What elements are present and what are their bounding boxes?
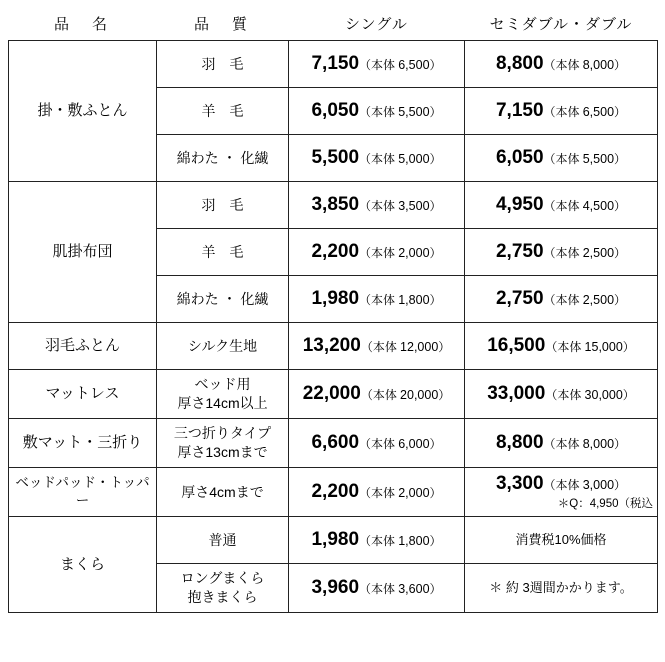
price-value: 2,200 xyxy=(311,241,360,263)
body-prefix: （本体 xyxy=(359,105,396,120)
body-prefix: （本体 xyxy=(543,246,580,261)
body-prefix: （本体 xyxy=(360,388,397,403)
quality-name: 綿わた ・ 化繊 xyxy=(157,276,289,323)
price-value: 1,980 xyxy=(311,529,360,551)
body-value: 2,000 xyxy=(398,246,430,261)
table-header-row xyxy=(9,6,658,41)
price-footnote: ＊Q：4,950（税込 xyxy=(557,498,653,511)
tax-note: 消費税10%価格 xyxy=(465,517,658,564)
header-single: シングル xyxy=(345,15,408,33)
table-row xyxy=(9,419,658,468)
body-suffix: ） xyxy=(614,437,627,452)
body-value: 2,500 xyxy=(582,293,615,308)
body-suffix: ） xyxy=(429,199,442,214)
table-row xyxy=(9,517,658,564)
item-name: 肌掛布団 xyxy=(9,182,157,323)
price-double xyxy=(465,135,658,182)
body-value: 2,000 xyxy=(398,486,430,501)
body-suffix: ） xyxy=(614,199,627,214)
price-value: 6,050 xyxy=(311,100,360,122)
body-suffix: ） xyxy=(614,293,627,308)
item-name: 掛・敷ふとん xyxy=(9,41,157,182)
body-value: 8,000 xyxy=(582,58,615,73)
price-value: 8,800 xyxy=(495,53,544,75)
body-value: 2,500 xyxy=(582,246,615,261)
body-suffix: ） xyxy=(429,246,442,261)
quality-name: 羊 毛 xyxy=(157,88,289,135)
price-value: 3,960 xyxy=(311,577,360,599)
body-suffix: ） xyxy=(429,293,442,308)
body-value: 5,500 xyxy=(398,105,430,120)
price-single xyxy=(289,88,465,135)
body-suffix: ） xyxy=(429,437,442,452)
body-suffix: ） xyxy=(614,105,627,120)
price-double xyxy=(465,229,658,276)
body-value: 5,000 xyxy=(398,152,430,167)
body-prefix: （本体 xyxy=(543,199,580,214)
body-prefix: （本体 xyxy=(359,199,396,214)
price-double xyxy=(465,323,658,370)
body-suffix: ） xyxy=(429,582,442,597)
price-value: 2,750 xyxy=(495,241,544,263)
price-single xyxy=(289,419,465,468)
body-suffix: ） xyxy=(429,105,442,120)
body-prefix: （本体 xyxy=(545,388,582,403)
price-single xyxy=(289,370,465,419)
body-suffix: ） xyxy=(614,246,627,261)
table-row xyxy=(9,41,658,88)
price-single xyxy=(289,517,465,564)
price-value: 6,050 xyxy=(495,147,544,169)
quality-line1: ベッド用 xyxy=(194,376,251,393)
price-single xyxy=(289,135,465,182)
quality-name: 羽 毛 xyxy=(157,182,289,229)
price-value: 2,750 xyxy=(495,288,544,310)
quality-name: 羊 毛 xyxy=(157,229,289,276)
quality-name xyxy=(157,564,289,613)
item-name: まくら xyxy=(9,517,157,613)
header-quality: 品 質 xyxy=(193,15,251,33)
price-value: 3,850 xyxy=(311,194,360,216)
price-value: 13,200 xyxy=(302,335,361,357)
price-double xyxy=(465,182,658,229)
body-suffix: ） xyxy=(614,478,627,493)
price-value: 8,800 xyxy=(495,432,544,454)
body-value: 1,800 xyxy=(398,293,430,308)
body-prefix: （本体 xyxy=(543,152,580,167)
price-value: 7,150 xyxy=(495,100,544,122)
quality-line1: ロングまくら xyxy=(180,570,265,587)
item-name: 敷マット・三折り xyxy=(9,419,157,468)
body-value: 8,000 xyxy=(582,437,615,452)
body-prefix: （本体 xyxy=(543,437,580,452)
body-value: 3,500 xyxy=(398,199,430,214)
item-name: ベッドパッド・トッパー xyxy=(9,468,157,517)
body-prefix: （本体 xyxy=(543,293,580,308)
price-double xyxy=(465,276,658,323)
body-value: 6,000 xyxy=(398,437,430,452)
body-suffix: ） xyxy=(614,58,627,73)
price-double xyxy=(465,370,658,419)
price-double xyxy=(465,468,658,517)
price-single xyxy=(289,564,465,613)
body-suffix: ） xyxy=(429,58,442,73)
item-name: 羽毛ふとん xyxy=(9,323,157,370)
table-row xyxy=(9,468,658,517)
body-suffix: ） xyxy=(438,388,451,403)
price-value: 16,500 xyxy=(487,335,546,357)
body-suffix: ） xyxy=(438,340,451,355)
body-prefix: （本体 xyxy=(543,58,580,73)
price-single xyxy=(289,323,465,370)
table-row xyxy=(9,182,658,229)
body-value: 3,000 xyxy=(582,478,615,493)
price-value: 22,000 xyxy=(302,383,361,405)
body-prefix: （本体 xyxy=(360,340,397,355)
body-prefix: （本体 xyxy=(359,582,396,597)
body-value: 20,000 xyxy=(400,388,439,403)
quality-name: 綿わた ・ 化繊 xyxy=(157,135,289,182)
price-table xyxy=(8,6,658,613)
price-double xyxy=(465,419,658,468)
body-value: 4,500 xyxy=(582,199,615,214)
quality-name: 羽 毛 xyxy=(157,41,289,88)
body-suffix: ） xyxy=(429,534,442,549)
quality-name xyxy=(157,419,289,468)
quality-name: シルク生地 xyxy=(157,323,289,370)
price-double xyxy=(465,41,658,88)
body-prefix: （本体 xyxy=(359,293,396,308)
body-prefix: （本体 xyxy=(359,152,396,167)
quality-line2: 抱きまくら xyxy=(187,589,258,605)
price-value: 5,500 xyxy=(311,147,360,169)
body-prefix: （本体 xyxy=(359,246,396,261)
header-double: セミダブル・ダブル xyxy=(489,15,633,33)
price-value: 1,980 xyxy=(311,288,360,310)
body-prefix: （本体 xyxy=(545,340,582,355)
price-single xyxy=(289,229,465,276)
body-value: 5,500 xyxy=(582,152,615,167)
header-item: 品 名 xyxy=(53,15,111,33)
body-value: 6,500 xyxy=(582,105,615,120)
item-name: マットレス xyxy=(9,370,157,419)
body-value: 3,600 xyxy=(398,582,430,597)
quality-line2: 厚さ14cm以上 xyxy=(177,395,268,411)
body-suffix: ） xyxy=(614,152,627,167)
body-prefix: （本体 xyxy=(543,105,580,120)
body-suffix: ） xyxy=(429,152,442,167)
price-value: 2,200 xyxy=(311,481,360,503)
price-value: 4,950 xyxy=(495,194,544,216)
quality-name: 普通 xyxy=(157,517,289,564)
quality-name: 厚さ4cmまで xyxy=(157,468,289,517)
price-single xyxy=(289,276,465,323)
body-value: 12,000 xyxy=(400,340,439,355)
body-suffix: ） xyxy=(622,388,635,403)
price-single xyxy=(289,41,465,88)
price-value: 3,300 xyxy=(495,473,544,495)
body-prefix: （本体 xyxy=(359,534,396,549)
body-value: 6,500 xyxy=(398,58,430,73)
price-double xyxy=(465,88,658,135)
price-value: 6,600 xyxy=(311,432,360,454)
price-value: 7,150 xyxy=(311,53,360,75)
body-prefix: （本体 xyxy=(359,437,396,452)
body-prefix: （本体 xyxy=(543,478,580,493)
table-row xyxy=(9,323,658,370)
price-single xyxy=(289,468,465,517)
quality-line1: 三つ折りタイプ xyxy=(173,425,272,442)
body-prefix: （本体 xyxy=(359,58,396,73)
price-single xyxy=(289,182,465,229)
price-value: 33,000 xyxy=(487,383,546,405)
body-suffix: ） xyxy=(622,340,635,355)
body-prefix: （本体 xyxy=(359,486,396,501)
body-value: 15,000 xyxy=(584,340,623,355)
body-suffix: ） xyxy=(429,486,442,501)
body-value: 30,000 xyxy=(584,388,623,403)
delivery-note: ＊ 約 3週間かかります。 xyxy=(465,564,658,613)
quality-line2: 厚さ13cmまで xyxy=(177,444,268,460)
table-row xyxy=(9,370,658,419)
quality-name xyxy=(157,370,289,419)
body-value: 1,800 xyxy=(398,534,430,549)
